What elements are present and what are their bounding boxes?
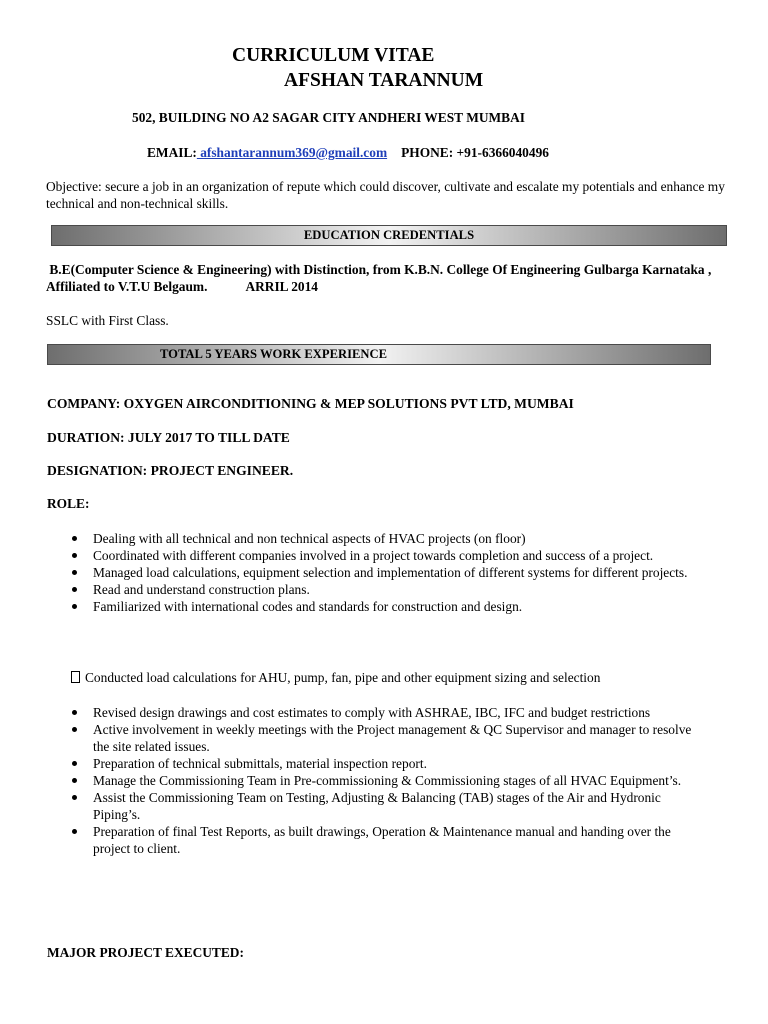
cv-title: CURRICULUM VITAE — [232, 45, 435, 66]
list-item: Preparation of technical submittals, material inspection report. — [47, 755, 697, 772]
major-projects-heading: MAJOR PROJECT EXECUTED: — [47, 945, 244, 960]
company: COMPANY: OXYGEN AIRCONDITIONING & MEP SOLUTIONS PVT LTD, MUMBAI — [47, 396, 574, 411]
list-item: Managed load calculations, equipment selection and implementation of different systems for different projects. — [47, 564, 697, 581]
list-item: Manage the Commissioning Team in Pre-commissioning & Commissioning stages of all HVAC Equipment’s. — [47, 772, 697, 789]
designation: DESIGNATION: PROJECT ENGINEER. — [47, 463, 294, 478]
objective: Objective: secure a job in an organization of repute which could discover, cultivate and escalate my potentials and enhance my technical and non-technical skills. — [46, 179, 725, 211]
email-label: EMAIL: — [147, 145, 197, 160]
roles-list-2 — [47, 704, 697, 857]
list-item: Coordinated with different companies involved in a project towards completion and success of a project. — [47, 547, 697, 564]
experience-heading-text: TOTAL 5 YEARS WORK EXPERIENCE — [160, 347, 387, 361]
education-heading: EDUCATION CREDENTIALS — [51, 225, 727, 246]
contact-line — [147, 144, 549, 161]
list-item: Assist the Commissioning Team on Testing, Adjusting & Balancing (TAB) stages of the Air and Hydronic Piping’s. — [47, 789, 697, 823]
roles-list-1 — [47, 530, 697, 615]
email-link[interactable]: afshantarannum369@gmail.com — [196, 145, 388, 160]
duration: DURATION: JULY 2017 TO TILL DATE — [47, 430, 290, 445]
list-item: Revised design drawings and cost estimates to comply with ASHRAE, IBC, IFC and budget restrictions — [47, 704, 697, 721]
special-item — [71, 669, 600, 686]
degree-text: B.E(Computer Science & Engineering) with Distinction, from K.B.N. College Of Engineering Gulbarga Karnataka , Affiliated to V.T.U Belgaum. — [46, 262, 712, 294]
education-degree — [46, 261, 716, 295]
checkbox-glyph-icon — [71, 671, 80, 683]
degree-date: ARRIL 2014 — [245, 279, 318, 294]
education-sslc: SSLC with First Class. — [46, 313, 169, 328]
role-label: ROLE: — [47, 496, 90, 511]
list-item: Familiarized with international codes and standards for construction and design. — [47, 598, 697, 615]
phone: PHONE: +91-6366040496 — [401, 145, 549, 160]
list-item: Dealing with all technical and non technical aspects of HVAC projects (on floor) — [47, 530, 697, 547]
list-item: Preparation of final Test Reports, as built drawings, Operation & Maintenance manual and handing over the project to client. — [47, 823, 697, 857]
list-item: Read and understand construction plans. — [47, 581, 697, 598]
candidate-name: AFSHAN TARANNUM — [284, 70, 484, 91]
address: 502, BUILDING NO A2 SAGAR CITY ANDHERI WEST MUMBAI — [132, 110, 525, 125]
special-item-text: Conducted load calculations for AHU, pump, fan, pipe and other equipment sizing and selection — [85, 670, 601, 685]
experience-heading — [47, 344, 711, 365]
list-item: Active involvement in weekly meetings with the Project management & QC Supervisor and manager to resolve the site related issues. — [47, 721, 697, 755]
